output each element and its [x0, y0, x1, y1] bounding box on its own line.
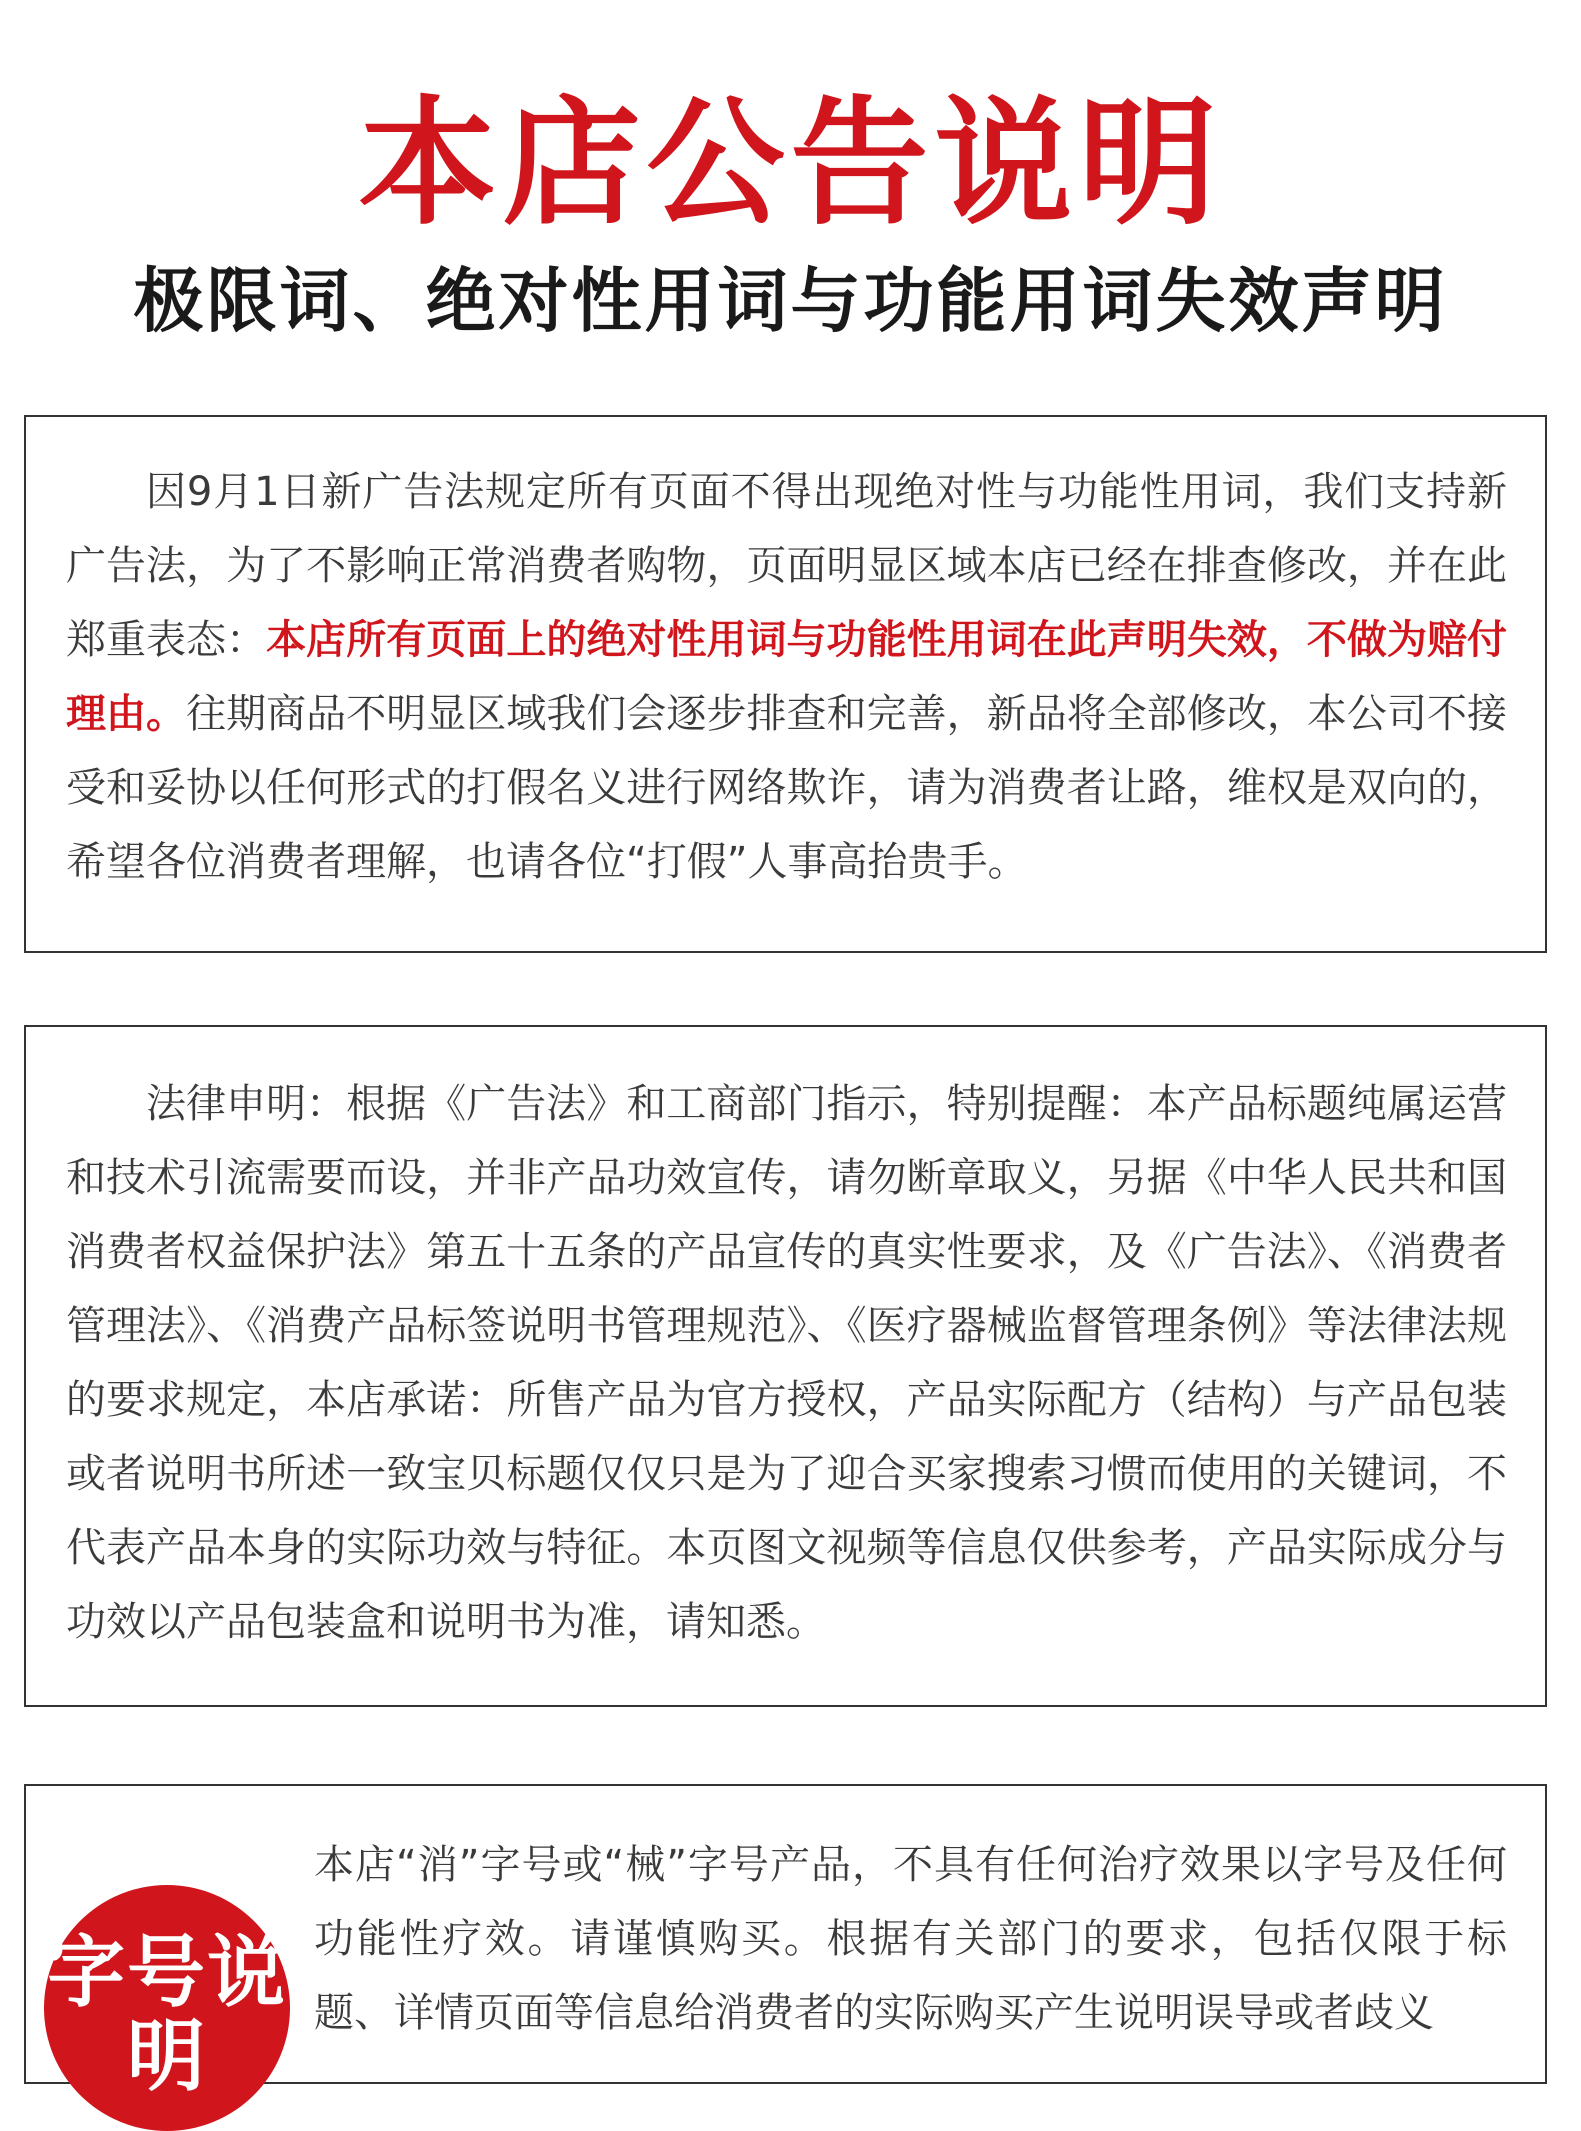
- page-subtitle: 极限词、绝对性用词与功能用词失效声明: [133, 260, 1448, 342]
- notice-text-after: 往期商品不明显区域我们会逐步排查和完善，新品将全部修改，本公司不接受和妥协以任何形式的打假名义进行网络欺诈，请为消费者让路，维权是双向的，希望各位消费者理解，也请各位“打假”人事高抬贵手。: [66, 691, 1508, 885]
- notice-box-legal-statement: [24, 1025, 1547, 1707]
- notice-paragraph: [66, 455, 1507, 899]
- page-title: 本店公告说明: [358, 83, 1223, 244]
- license-number-text: 本店“消”字号或“械”字号产品，不具有任何治疗效果以字号及任何功能性疗效。请谨慎购买。根据有关部门的要求，包括仅限于标题、详情页面等信息给消费者的实际购买产生说明误导或者歧义: [314, 1842, 1507, 2036]
- notice-highlight: 本店所有页面上的绝对性用词与功能性用词在此声明失效，不做为赔付理由。: [66, 617, 1508, 737]
- license-badge: [44, 1885, 290, 2131]
- license-badge-label: 字号说明: [46, 1928, 287, 2102]
- legal-statement-text: 法律申明：根据《广告法》和工商部门指示，特别提醒：本产品标题纯属运营和技术引流需要而设，并非产品功效宣传，请勿断章取义，另据《中华人民共和国消费者权益保护法》第五十五条的产品宣传的真实性要求，及《广告法》、《消费者管理法》、《消费产品标签说明书管理规范》、《医疗器械监督管理条例》等法律法规的要求规定，本店承诺：所售产品为官方授权，产品实际配方（结构）与产品包装或者说明书所述一致宝贝标题仅仅只是为了迎合买家搜索习惯而使用的关键词，不代表产品本身的实际功效与特征。本页图文视频等信息仅供参考，产品实际成分与功效以产品包装盒和说明书为准，请知悉。: [66, 1081, 1507, 1645]
- notice-text-before: 因9月1日新广告法规定所有页面不得出现绝对性与功能性用词，我们支持新广告法，为了不影响正常消费者购物，页面明显区域本店已经在排查修改，并在此郑重表态：: [66, 469, 1507, 663]
- notice-box-ad-law: [24, 415, 1547, 953]
